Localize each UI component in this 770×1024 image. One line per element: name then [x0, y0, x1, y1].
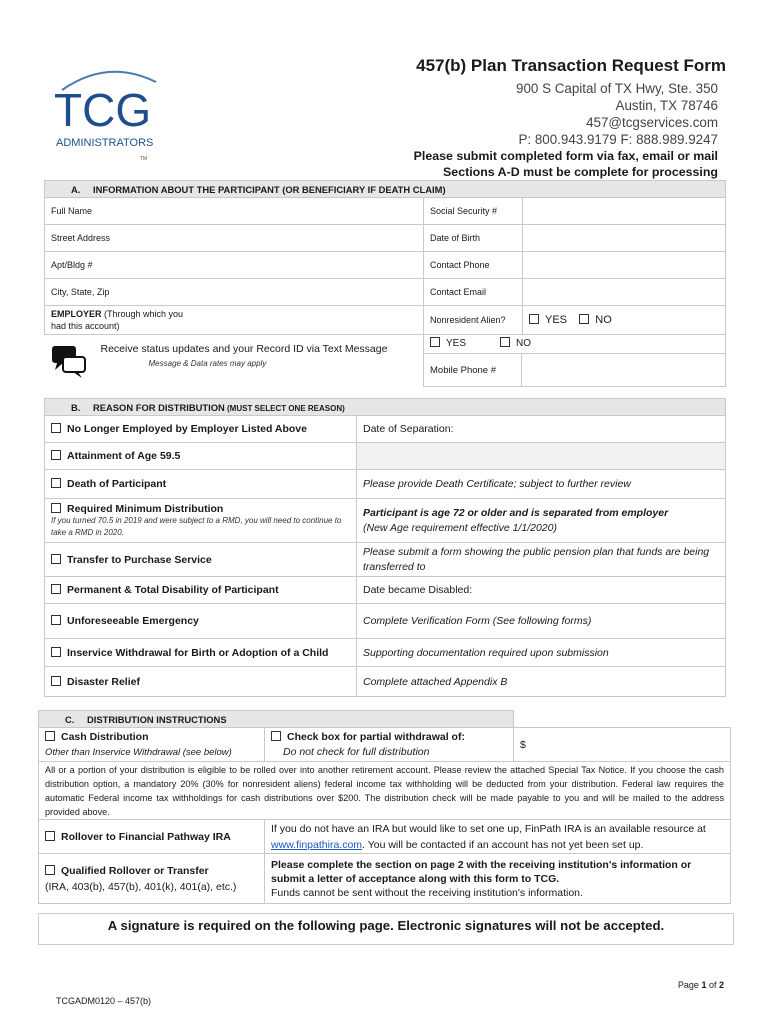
- text-status-label: Receive status updates and your Record ID via Text Message: [100, 343, 388, 355]
- checkbox-icon: [51, 647, 61, 657]
- cash-distribution-option[interactable]: Cash Distribution Other than Inservice Withdrawal (see below): [39, 728, 265, 762]
- phone-line: P: 800.943.9179 F: 888.989.9247: [518, 132, 718, 147]
- logo-tm: TM: [140, 156, 148, 162]
- city-field[interactable]: City, State, Zip: [45, 279, 424, 306]
- nonresident-yes-checkbox[interactable]: [529, 314, 539, 324]
- disaster-note: Complete attached Appendix B: [357, 667, 726, 697]
- nonresident-no-checkbox[interactable]: [579, 314, 589, 324]
- instructions-block: [414, 148, 718, 180]
- address-line-2: Austin, TX 78746: [615, 98, 718, 113]
- checkbox-icon: [45, 731, 55, 741]
- date-of-separation-field[interactable]: Date of Separation:: [357, 416, 726, 443]
- ira-note: If you do not have an IRA but would like to set one up, FinPath IRA is an available resource at www.finpathira.com. You will be contacted if an account has not yet been set up.: [265, 820, 731, 854]
- logo-text: TCG: [54, 84, 152, 136]
- partial-withdrawal-option[interactable]: Check box for partial withdrawal of: Do not check for full distribution: [265, 728, 514, 762]
- reason-rmd[interactable]: Required Minimum Distribution If you turned 70.5 in 2019 and were subject to a RMD, you will need to continue to take a RMD in 2020.: [45, 499, 357, 543]
- age-blank-cell: [357, 443, 726, 470]
- logo-sub: ADMINISTRATORS: [56, 137, 154, 149]
- text-status-cell: [45, 335, 424, 387]
- inservice-note: Supporting documentation required upon submission: [357, 639, 726, 667]
- form-title: 457(b) Plan Transaction Request Form: [416, 56, 726, 75]
- partial-amount-field[interactable]: $: [514, 728, 731, 762]
- rmd-note: Participant is age 72 or older and is separated from employer (New Age requirement effective 1/1/2020): [357, 499, 726, 543]
- reason-death[interactable]: Death of Participant: [45, 470, 357, 499]
- form-code: TCGADM0120 – 457(b): [56, 996, 152, 1006]
- dob-field[interactable]: [523, 225, 726, 252]
- mobile-label: Mobile Phone #: [424, 353, 522, 386]
- finpath-link[interactable]: www.finpathira.com: [271, 838, 363, 851]
- contact-email-field[interactable]: [523, 279, 726, 306]
- qualified-rollover-option[interactable]: Qualified Rollover or Transfer (IRA, 403(b), 457(b), 401(k), 401(a), etc.): [39, 854, 265, 904]
- full-name-field[interactable]: Full Name: [45, 198, 424, 225]
- section-b-table: [44, 398, 726, 697]
- text-no-checkbox[interactable]: [500, 337, 510, 347]
- section-c-header: C. DISTRIBUTION INSTRUCTIONS: [39, 711, 514, 728]
- reason-disaster[interactable]: Disaster Relief: [45, 667, 357, 697]
- nonresident-label: Nonresident Alien?: [424, 306, 523, 335]
- transfer-note: Please submit a form showing the public pension plan that funds are being transferred to: [357, 543, 726, 577]
- ssn-field[interactable]: [523, 198, 726, 225]
- date-disabled-field[interactable]: Date became Disabled:: [357, 577, 726, 604]
- reason-transfer-service[interactable]: Transfer to Purchase Service: [45, 543, 357, 577]
- checkbox-icon: [51, 615, 61, 625]
- text-opt-cell: YES NO Mobile Phone #: [424, 335, 726, 387]
- text-yes-checkbox[interactable]: [430, 337, 440, 347]
- death-note: Please provide Death Certificate; subject to further review: [357, 470, 726, 499]
- reason-inservice-birth[interactable]: Inservice Withdrawal for Birth or Adoption of a Child: [45, 639, 357, 667]
- reason-no-longer-employed[interactable]: No Longer Employed by Employer Listed Above: [45, 416, 357, 443]
- qualified-note: Please complete the section on page 2 with the receiving institution's information or submit a letter of acceptance along with this form to TCG. Funds cannot be sent without the receiving institution's information.: [265, 854, 731, 904]
- employer-field[interactable]: EMPLOYER (Through which you had this account): [45, 306, 424, 335]
- rates-note: Message & Data rates may apply: [148, 359, 267, 368]
- signature-note: A signature is required on the following page. Electronic signatures will not be accepted.: [38, 913, 734, 945]
- chat-bubbles-icon: [51, 345, 87, 379]
- checkbox-icon: [51, 423, 61, 433]
- section-a-table: [44, 180, 726, 387]
- section-c-table: [38, 710, 731, 904]
- sections-note: Sections A-D must be complete for processing: [443, 165, 718, 179]
- contact-phone-field[interactable]: [523, 252, 726, 279]
- submit-note: Please submit completed form via fax, email or mail: [413, 149, 718, 163]
- checkbox-icon: [45, 865, 55, 875]
- tax-notice: All or a portion of your distribution is eligible to be rolled over into another retirement account. Please review the attached Special Tax Notice. If you choose the cash distribution option, a mandatory 20% (30% for nonresident aliens) federal income tax withholding will be deducted from your distribution. Federal law requires the automatic Federal income tax withholdings for cash distributions over $200. The distribution check will be made payable to you and will be mailed to the address provided above.: [39, 762, 731, 820]
- nonresident-options: YES NO: [523, 306, 726, 335]
- contact-block: [516, 80, 718, 148]
- address-line-1: 900 S Capital of TX Hwy, Ste. 350: [516, 81, 718, 96]
- tcg-logo: [48, 60, 168, 170]
- apt-field[interactable]: Apt/Bldg #: [45, 252, 424, 279]
- checkbox-icon: [51, 584, 61, 594]
- checkbox-icon: [45, 831, 55, 841]
- reason-age-59-5[interactable]: Attainment of Age 59.5: [45, 443, 357, 470]
- page-number: Page 1 of 2: [677, 980, 724, 990]
- rollover-ira-option[interactable]: Rollover to Financial Pathway IRA: [39, 820, 265, 854]
- email-line: 457@tcgservices.com: [586, 115, 718, 130]
- checkbox-icon: [51, 478, 61, 488]
- ssn-label: Social Security #: [424, 198, 523, 225]
- mobile-field[interactable]: [522, 353, 726, 387]
- dob-label: Date of Birth: [424, 225, 523, 252]
- checkbox-icon: [51, 450, 61, 460]
- logo-arc-icon: [48, 60, 168, 170]
- emergency-note: Complete Verification Form (See following forms): [357, 604, 726, 639]
- checkbox-icon: [51, 503, 61, 513]
- section-a-header: A. INFORMATION ABOUT THE PARTICIPANT (OR BENEFICIARY IF DEATH CLAIM): [45, 181, 726, 198]
- reason-disability[interactable]: Permanent & Total Disability of Participant: [45, 577, 357, 604]
- checkbox-icon: [51, 554, 61, 564]
- checkbox-icon: [271, 731, 281, 741]
- contact-email-label: Contact Email: [424, 279, 523, 306]
- contact-phone-label: Contact Phone: [424, 252, 523, 279]
- checkbox-icon: [51, 676, 61, 686]
- section-b-header: B. REASON FOR DISTRIBUTION (MUST SELECT ONE REASON): [45, 399, 726, 416]
- street-field[interactable]: Street Address: [45, 225, 424, 252]
- reason-emergency[interactable]: Unforeseeable Emergency: [45, 604, 357, 639]
